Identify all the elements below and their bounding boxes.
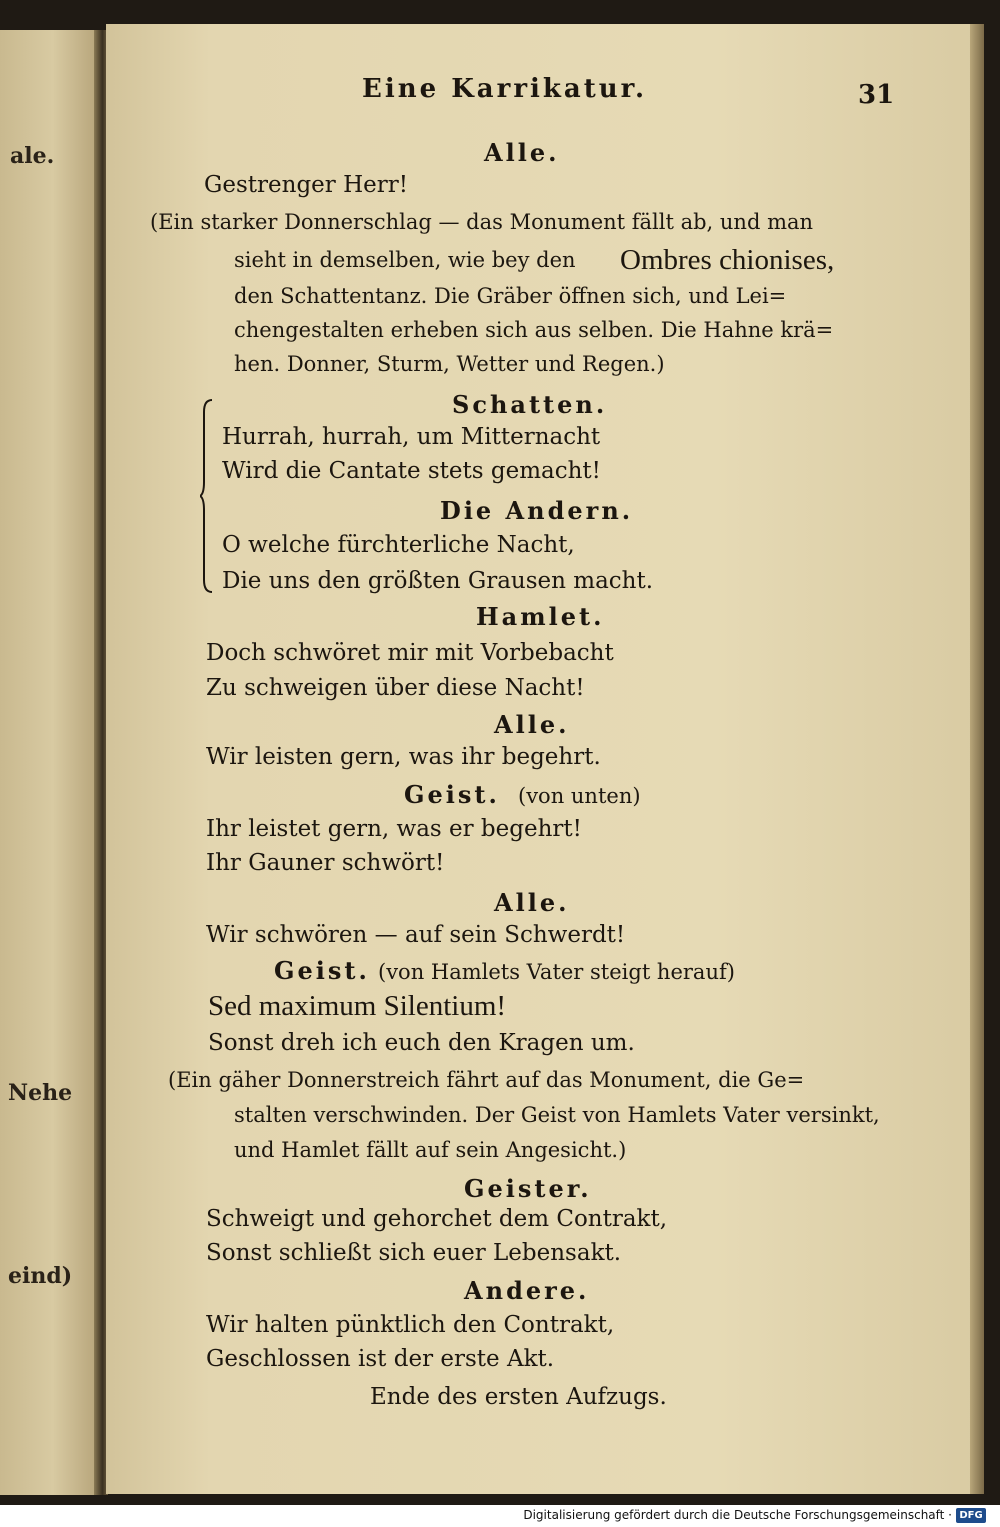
verse-line: Schweigt und gehorchet dem Contrakt,	[206, 1206, 668, 1232]
verse-line: Gestrenger Herr!	[204, 172, 408, 198]
stage-direction-line: den Schattentanz. Die Gräber öffnen sich, und Lei=	[234, 284, 787, 308]
verse-line: Hurrah, hurrah, um Mitternacht	[222, 424, 601, 450]
verse-line: Wird die Cantate stets gemacht!	[222, 458, 601, 484]
speaker-heading: Die Andern.	[440, 496, 634, 525]
verse-line: Wir leisten gern, was ihr begehrt.	[206, 744, 601, 770]
speaker-heading: Alle.	[494, 888, 570, 917]
left-page-fragment: ale.	[10, 143, 55, 169]
page-number: 31	[858, 80, 895, 110]
speaker-heading: Geist.	[404, 780, 500, 809]
speaker-heading: Geister.	[464, 1174, 592, 1203]
stage-direction-line: chengestalten erheben sich aus selben. Die Hahne krä=	[234, 318, 834, 342]
verse-line: Geschlossen ist der erste Akt.	[206, 1346, 555, 1372]
speaker-heading: Geist.	[274, 956, 370, 985]
latin-verse-line: Sed maximum Silentium!	[208, 990, 507, 1022]
stage-direction-line: stalten verschwinden. Der Geist von Hamlets Vater versinkt,	[234, 1103, 880, 1127]
footer-bar	[0, 1505, 1000, 1527]
stage-direction-inline: (von unten)	[518, 784, 641, 808]
speaker-heading: Alle.	[484, 138, 560, 167]
stage-direction-line: (Ein gäher Donnerstreich fährt auf das Monument, die Ge=	[168, 1068, 805, 1092]
verse-line: Ihr Gauner schwört!	[206, 850, 445, 876]
verse-line: Zu schweigen über diese Nacht!	[206, 675, 585, 701]
speaker-heading: Alle.	[494, 710, 570, 739]
verse-line: O welche fürchterliche Nacht,	[222, 532, 575, 558]
verse-line: Sonst dreh ich euch den Kragen um.	[208, 1030, 635, 1056]
stage-direction-line: (Ein starker Donnerschlag — das Monument fällt ab, und man	[150, 210, 814, 234]
verse-line: Wir halten pünktlich den Contrakt,	[206, 1312, 615, 1338]
speaker-heading: Hamlet.	[476, 602, 605, 631]
left-page-fragment: Nehe	[8, 1080, 73, 1106]
verse-line: Wir schwören — auf sein Schwerdt!	[206, 922, 626, 948]
verse-line: Ihr leistet gern, was er begehrt!	[206, 816, 582, 842]
stage-direction-line: und Hamlet fällt auf sein Angesicht.)	[234, 1138, 627, 1162]
stage-direction-inline: (von Hamlets Vater steigt herauf)	[378, 960, 735, 984]
verse-line: Sonst schließt sich euer Lebensakt.	[206, 1240, 622, 1266]
speaker-heading: Schatten.	[452, 390, 608, 419]
verse-line: Die uns den größten Grausen macht.	[222, 568, 654, 594]
verse-line: Doch schwöret mir mit Vorbebacht	[206, 640, 614, 666]
left-page-edge	[0, 30, 96, 1495]
running-title: Eine Karrikatur.	[362, 74, 648, 104]
left-page-fragment: eind)	[8, 1263, 73, 1289]
stage-direction-line: sieht in demselben, wie bey den	[234, 248, 576, 272]
stage-direction-line: hen. Donner, Sturm, Wetter und Regen.)	[234, 352, 665, 376]
page-edge-shadow	[970, 24, 984, 1494]
speaker-heading: Andere.	[464, 1276, 590, 1305]
digitization-credit: Digitalisierung gefördert durch die Deutsche Forschungsgemeinschaft ·	[523, 1508, 952, 1522]
brace-mark	[200, 398, 216, 594]
latin-words: Ombres chionises,	[620, 244, 835, 276]
act-end-line: Ende des ersten Aufzugs.	[370, 1384, 667, 1410]
dfg-logo-icon: DFG	[956, 1508, 986, 1523]
